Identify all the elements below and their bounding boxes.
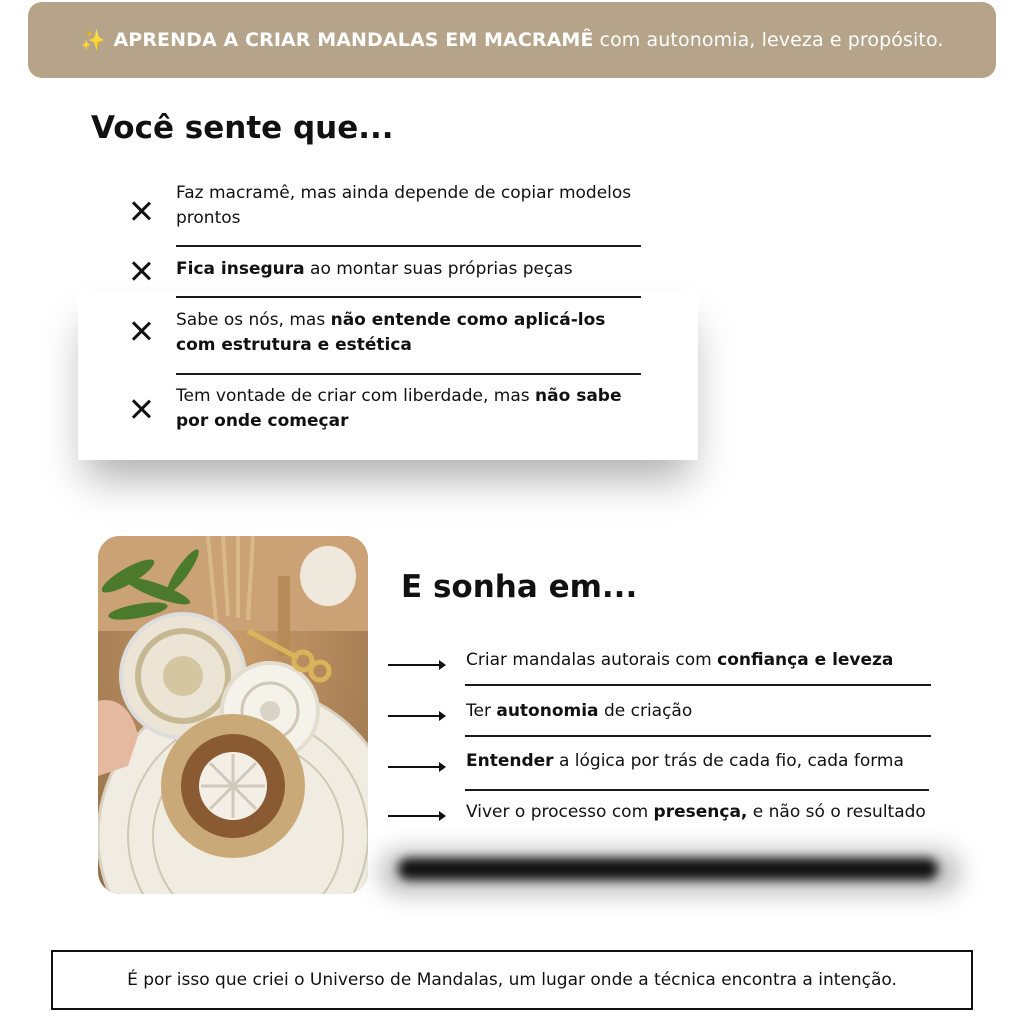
arrow-right-icon <box>388 664 444 666</box>
top-banner <box>28 2 996 78</box>
dream-item-text: Ter autonomia de criação <box>466 701 693 721</box>
arrow-right-icon <box>388 715 444 717</box>
arrow-right-icon <box>388 766 444 768</box>
macrame-mandala-photo <box>98 536 368 894</box>
pain-item-text: Sabe os nós, mas não entende como aplicá-los com estrutura e estética <box>176 310 606 355</box>
banner-subline: com autonomia, leveza e propósito. <box>599 29 944 51</box>
pain-item-text: Faz macramê, mas ainda depende de copiar modelos prontos <box>176 183 632 228</box>
close-icon <box>130 320 152 342</box>
pain-item-text: Tem vontade de criar com liberdade, mas não sabe por onde começar <box>176 386 622 431</box>
divider <box>176 296 641 298</box>
dream-item-text: Criar mandalas autorais com confiança e leveza <box>466 650 894 670</box>
banner-headline: APRENDA A CRIAR MANDALAS EM MACRAMÊ <box>113 29 594 51</box>
dream-item-text: Entender a lógica por trás de cada fio, cada forma <box>466 751 904 771</box>
arrow-right-icon <box>388 815 444 817</box>
pain-item-text: Fica insegura ao montar suas próprias peças <box>176 259 573 279</box>
divider <box>176 373 641 375</box>
close-icon <box>130 200 152 222</box>
divider <box>176 245 641 247</box>
divider <box>465 789 929 791</box>
close-icon <box>130 260 152 282</box>
footer-text: É por isso que criei o Universo de Mandalas, um lugar onde a técnica encontra a intenção. <box>127 970 897 990</box>
close-icon <box>130 398 152 420</box>
divider <box>465 735 931 737</box>
pain-section-title: Você sente que... <box>91 110 394 146</box>
dream-item-text: Viver o processo com presença, e não só o resultado <box>466 802 926 822</box>
sparkle-icon: ✨ <box>80 28 106 52</box>
footer-statement <box>51 950 973 1010</box>
dream-card-shadow <box>398 858 938 880</box>
dream-section-title: E sonha em... <box>401 569 638 605</box>
divider <box>465 684 931 686</box>
